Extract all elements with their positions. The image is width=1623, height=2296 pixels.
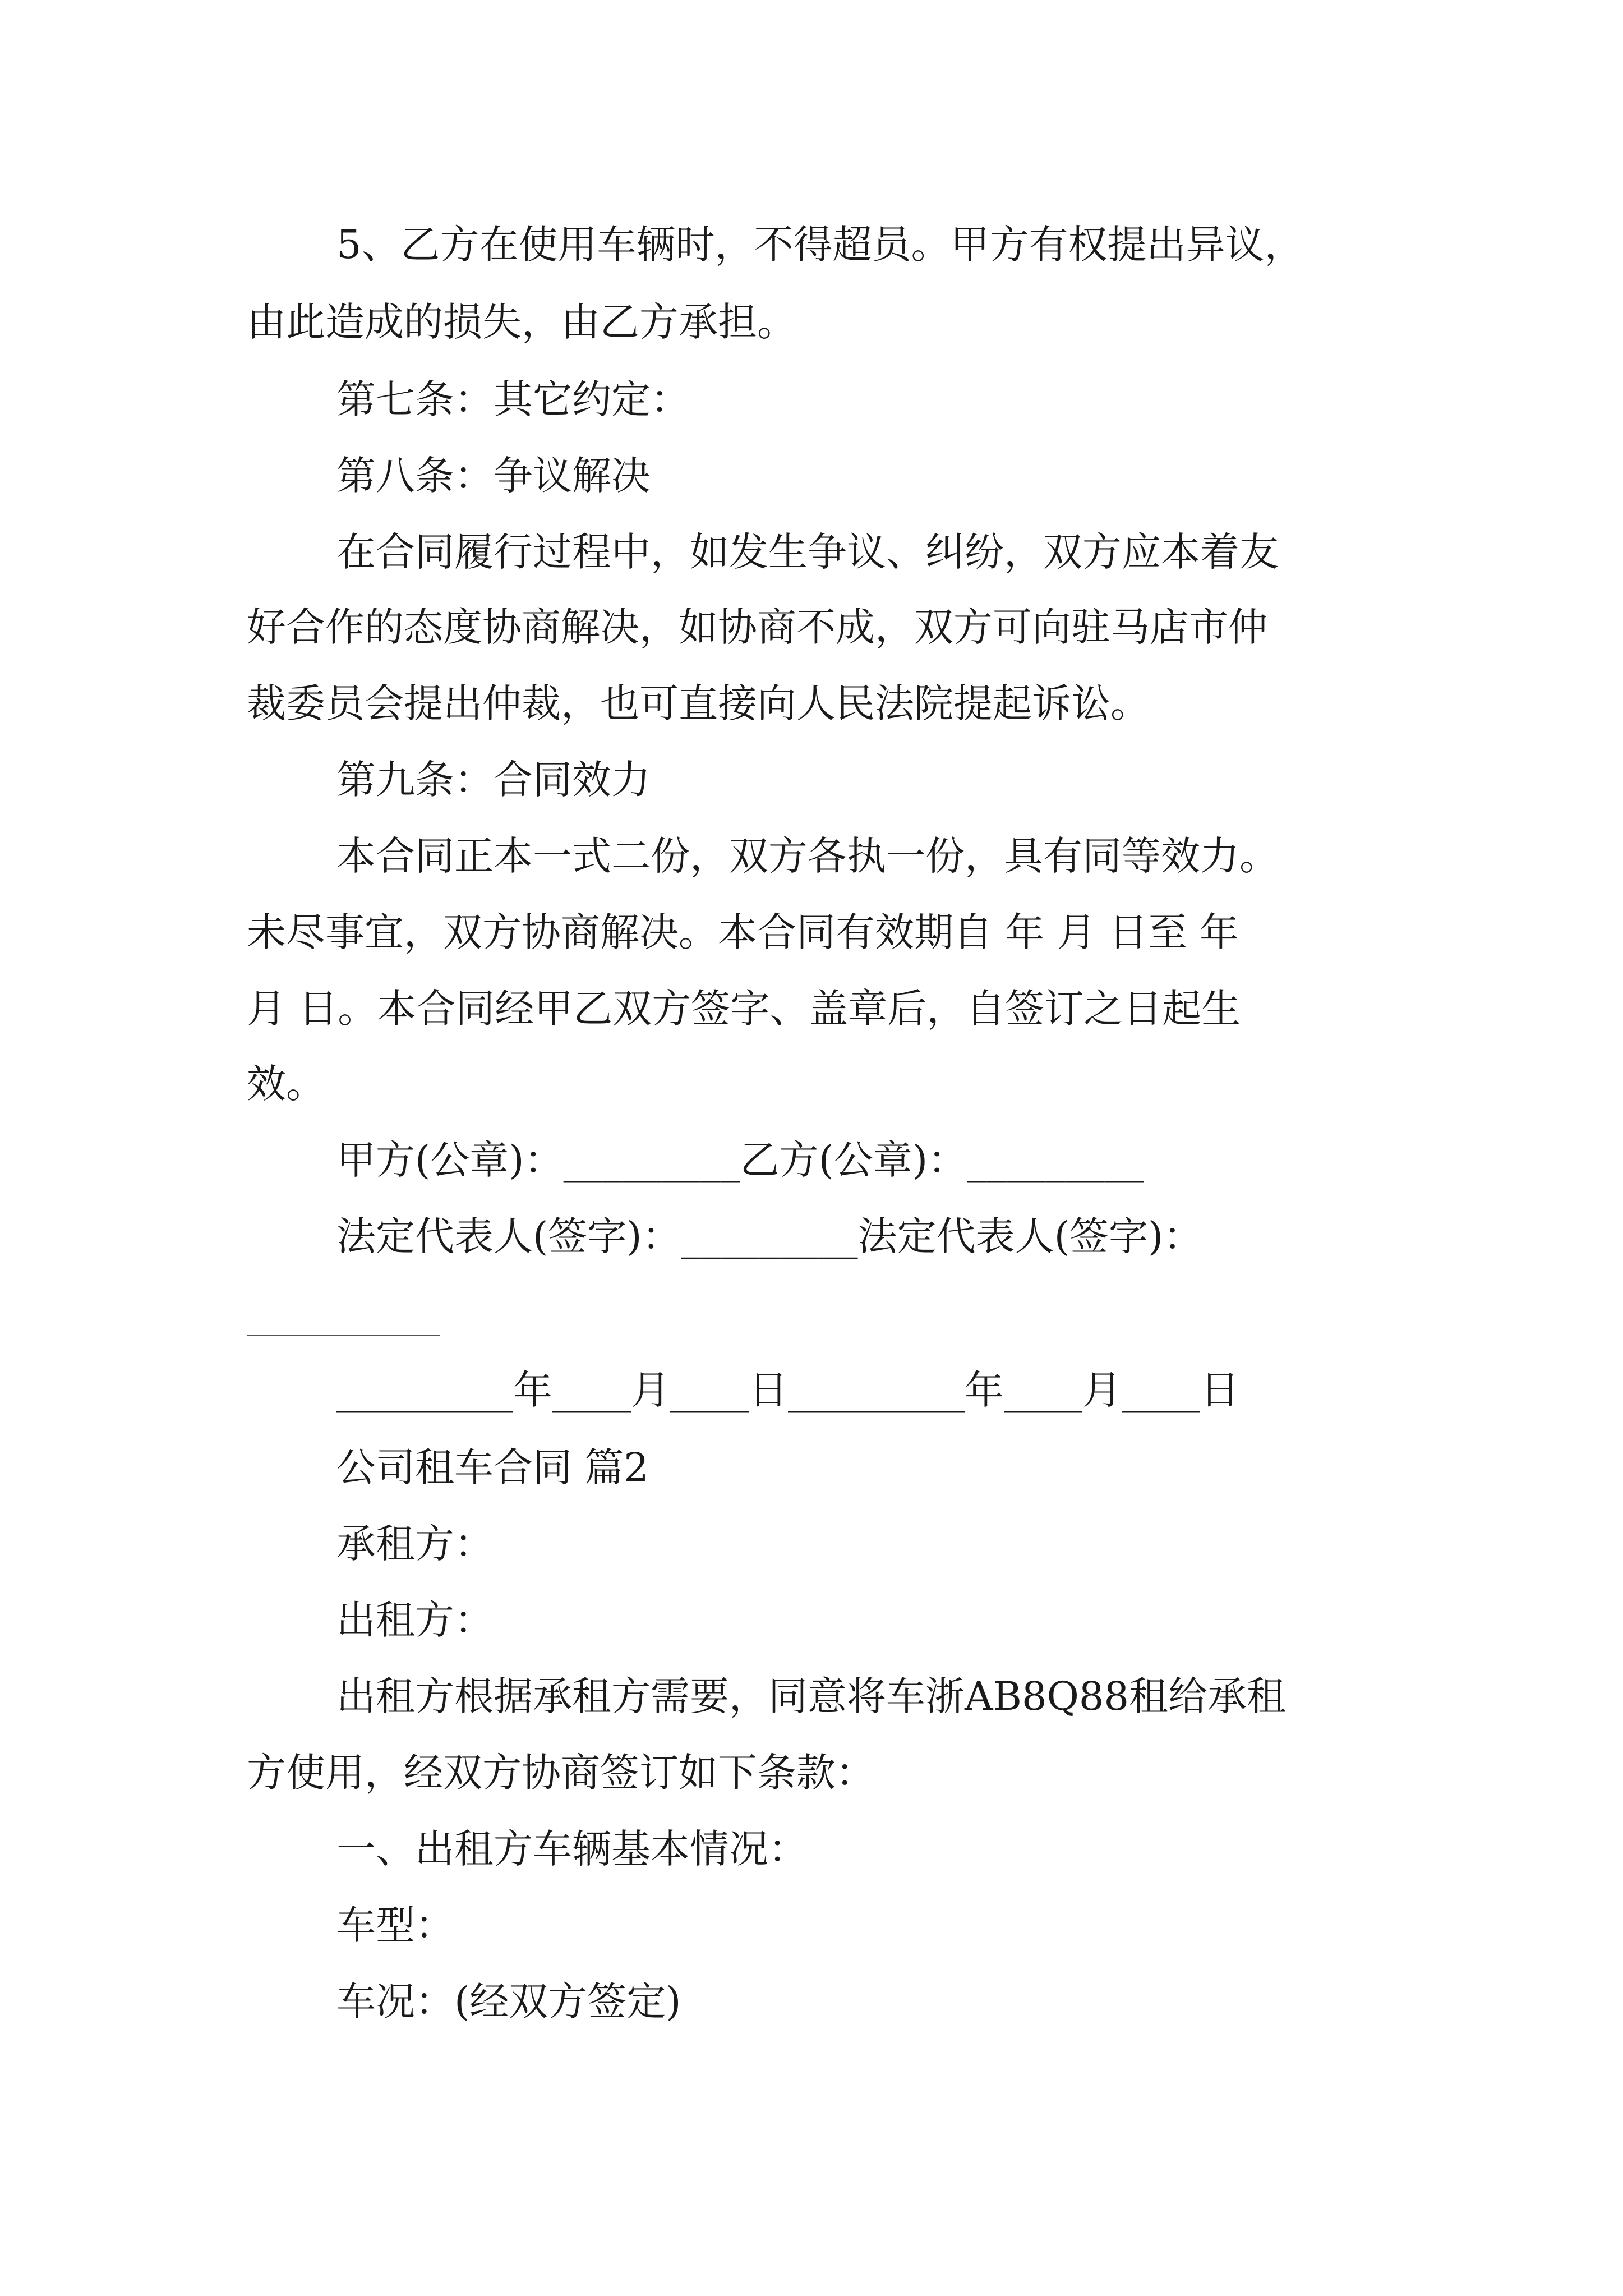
paragraph-line: 效。 [247,1061,325,1107]
paragraph-line: 月 日。本合同经甲乙双方签字、盖章后，自签订之日起生 [247,986,1241,1032]
article-heading: 第九条：合同效力 [336,757,651,803]
paragraph-line: 方使用，经双方协商签订如下条款： [247,1750,875,1796]
field-line: 车型： [336,1902,454,1948]
clause-heading: 一、出租方车辆基本情况： [336,1826,808,1872]
paragraph-line: 5、乙方在使用车辆时，不得超员。甲方有权提出异议， [336,222,1304,268]
signature-line-representative: 法定代表人(签字)：_________法定代表人(签字)： [336,1213,1203,1259]
party-line: 承租方： [336,1521,494,1567]
paragraph-line: 未尽事宜，双方协商解决。本合同有效期自 年 月 日至 年 [247,909,1239,955]
paragraph-line: 裁委员会提出仲裁，也可直接向人民法院提起诉讼。 [247,680,1150,726]
paragraph-line: 由此造成的损失，由乙方承担。 [247,299,796,345]
party-line: 出租方： [336,1597,494,1643]
field-line: 车况：(经双方签定) [336,1978,681,2024]
paragraph-line: 出租方根据承租方需要，同意将车浙AB8Q88租给承租 [336,1673,1286,1719]
signature-date-line: _________年____月____日_________年____月____日 [336,1367,1239,1413]
paragraph-line: 在合同履行过程中，如发生争议、纠纷，双方应本着友 [336,529,1279,575]
article-heading: 第七条：其它约定： [336,376,690,422]
paragraph-line: 好合作的态度协商解决，如协商不成，双方可向驻马店市仲 [247,604,1267,650]
article-heading: 第八条：争议解决 [336,453,651,499]
signature-line-seal: 甲方(公章)：_________乙方(公章)：_________ [336,1137,1144,1183]
section-heading: 公司租车合同 篇2 [336,1444,649,1490]
signature-blank [247,1335,440,1336]
paragraph-line: 本合同正本一式二份，双方各执一份，具有同等效力。 [336,833,1279,879]
